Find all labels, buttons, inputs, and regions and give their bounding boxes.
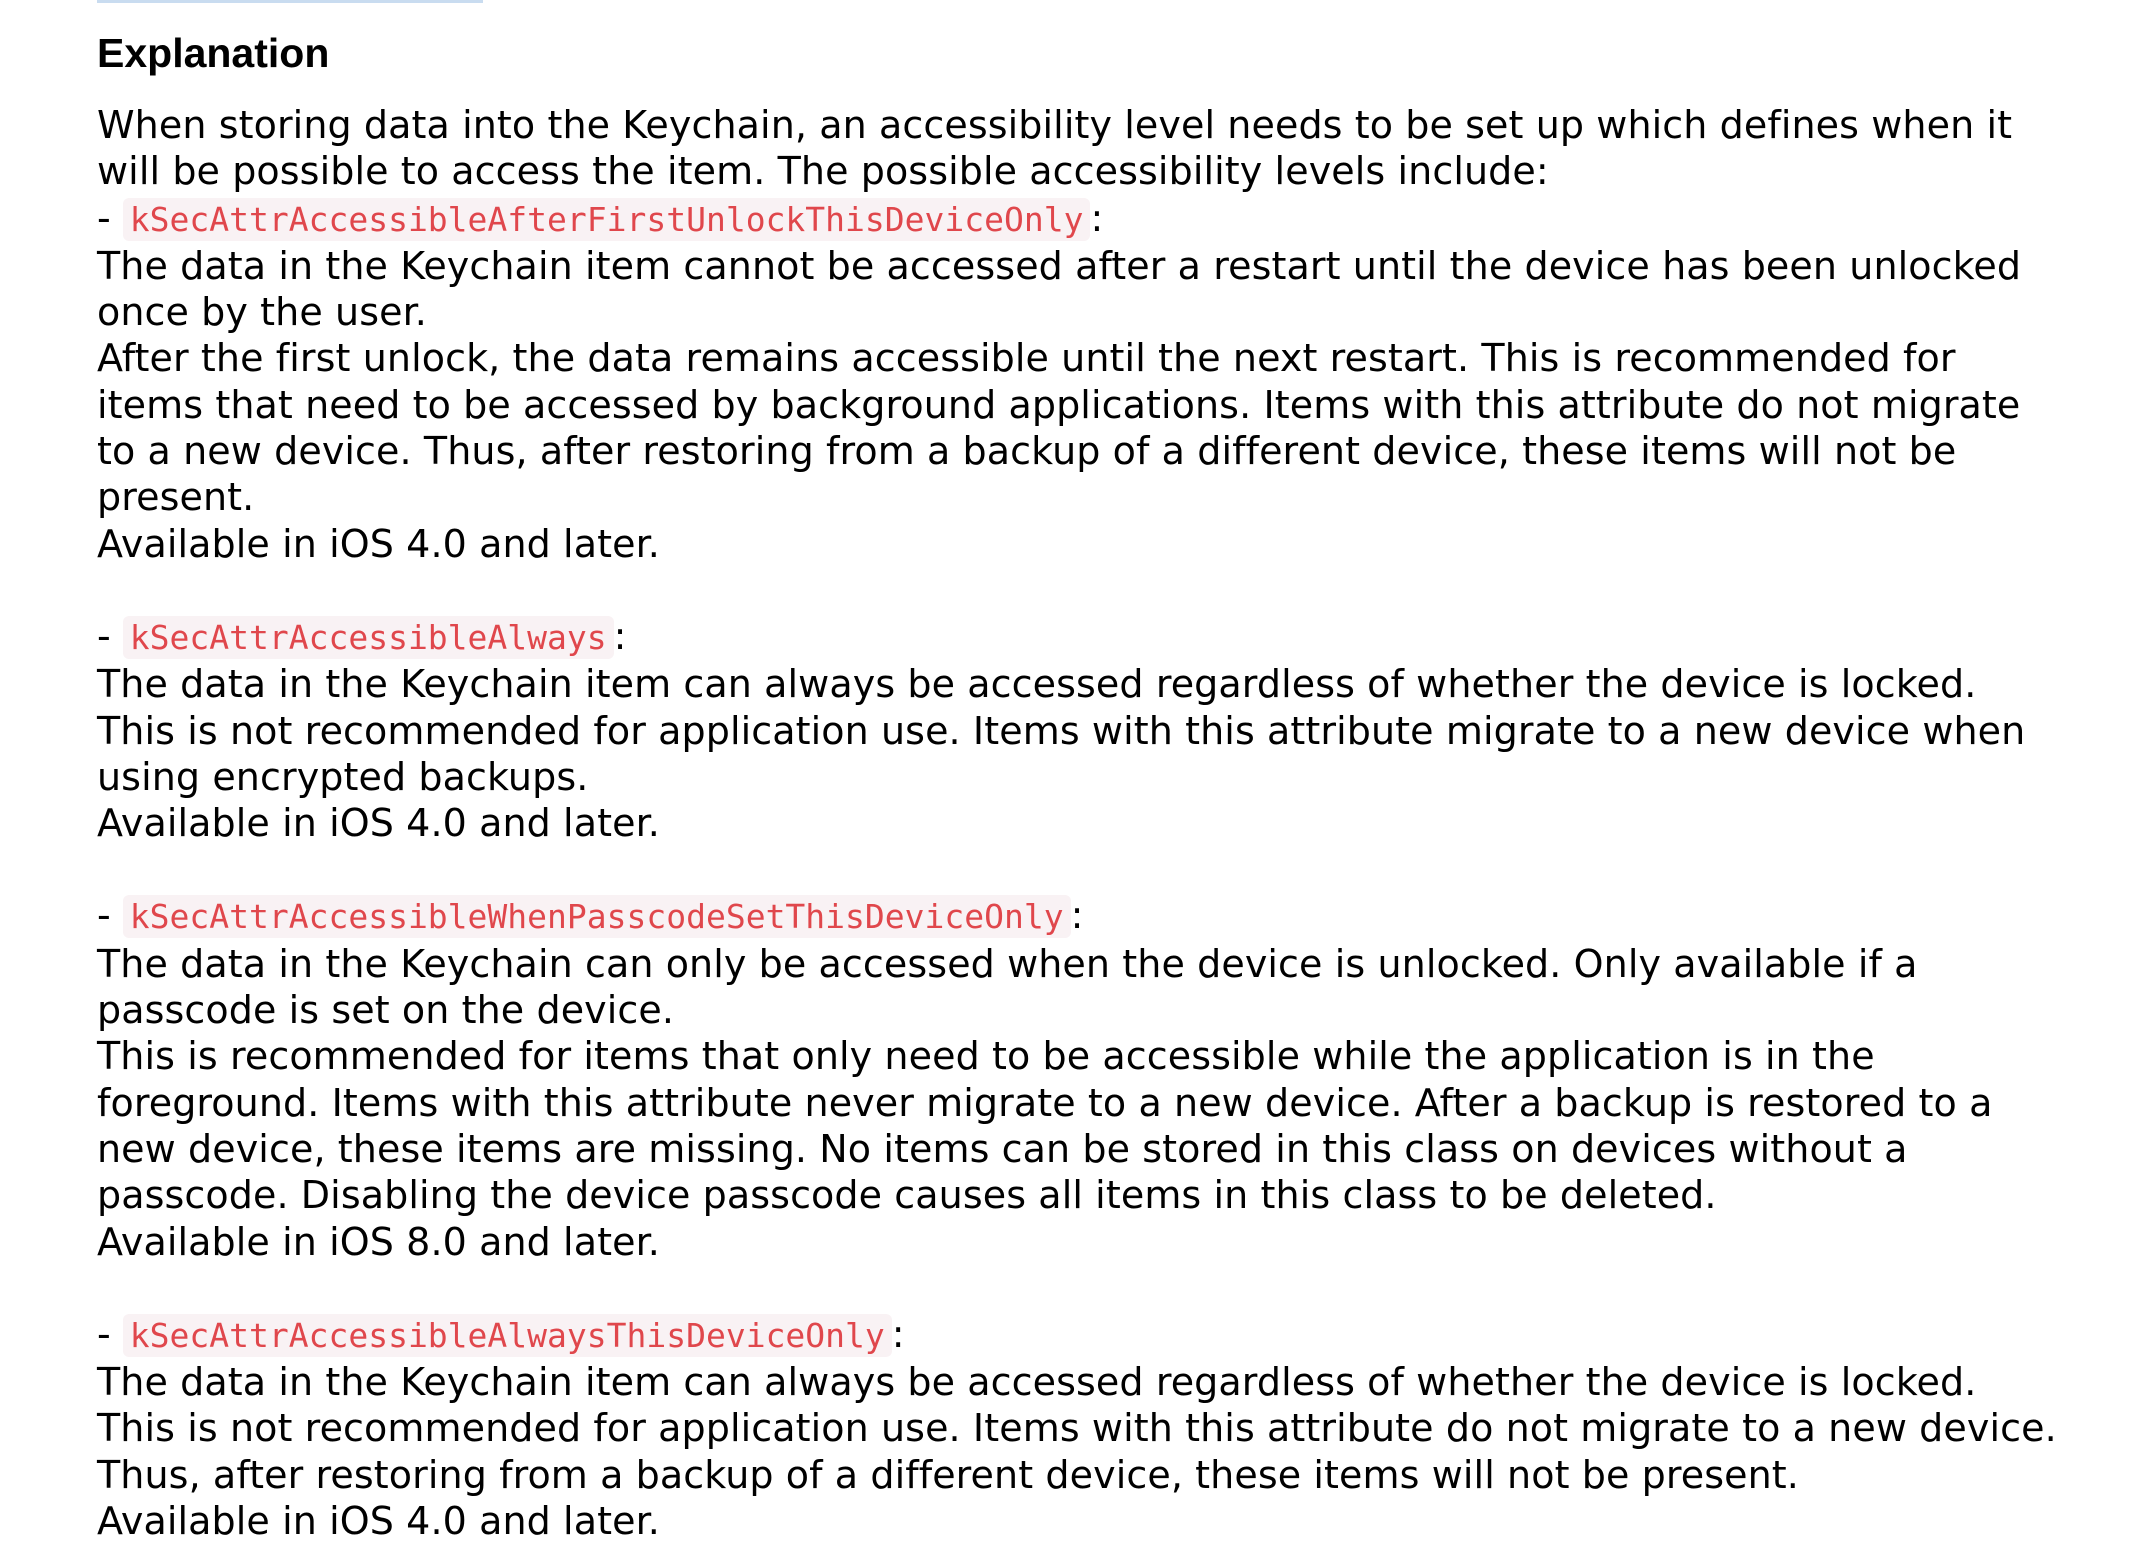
- top-divider: [97, 0, 483, 3]
- colon: :: [891, 1311, 905, 1356]
- explanation-section: [97, 28, 2057, 1544]
- accessibility-level-entry: [97, 1311, 2057, 1544]
- constant-code: kSecAttrAccessibleAfterFirstUnlockThisDeviceOnly: [123, 198, 1091, 241]
- list-dash: -: [97, 195, 123, 240]
- constant-code: kSecAttrAccessibleAlwaysThisDeviceOnly: [123, 1314, 892, 1357]
- list-dash: -: [97, 613, 123, 658]
- list-dash: -: [97, 893, 123, 938]
- entry-detail: This is not recommended for application use. Items with this attribute do not migrate to a new device. Thus, after restoring from a backup of a different device, these items will not be present.: [97, 1406, 2057, 1497]
- colon: :: [1070, 893, 1084, 938]
- entry-availability: Available in iOS 4.0 and later.: [97, 801, 660, 846]
- entry-availability: Available in iOS 4.0 and later.: [97, 521, 660, 566]
- constant-line: [97, 892, 2057, 940]
- constant-code: kSecAttrAccessibleAlways: [123, 616, 614, 659]
- entry-detail: This is recommended for items that only need to be accessible while the application is in the foreground. Items with this attribute never migrate to a new device. After a backup is restored to a new device, these items are missing. No items can be stored in this class on devices without a passcode. Disabling the device passcode causes all items in this class to be deleted.: [97, 1034, 1993, 1218]
- constant-code: kSecAttrAccessibleWhenPasscodeSetThisDeviceOnly: [123, 895, 1071, 938]
- entry-detail: This is not recommended for application use. Items with this attribute migrate to a new device when using encrypted backups.: [97, 708, 2026, 799]
- entry-detail: After the first unlock, the data remains accessible until the next restart. This is recommended for items that need to be accessed by background applications. Items with this attribute do not migrate to a new device. Thus, after restoring from a backup of a different device, these items will not be present.: [97, 336, 2021, 520]
- entry-availability: Available in iOS 8.0 and later.: [97, 1219, 660, 1264]
- intro-paragraph: When storing data into the Keychain, an accessibility level needs to be set up which defines when it will be possible to access the item. The possible accessibility levels include:: [97, 103, 2013, 194]
- list-dash: -: [97, 1311, 123, 1356]
- entry-description: The data in the Keychain item can always be accessed regardless of whether the device is locked.: [97, 1360, 1977, 1405]
- entry-availability: Available in iOS 4.0 and later.: [97, 1499, 660, 1544]
- accessibility-level-entry: [97, 195, 2057, 567]
- constant-line: [97, 195, 2057, 243]
- accessibility-level-entry: [97, 892, 2057, 1264]
- colon: :: [1090, 195, 1104, 240]
- section-heading: Explanation: [97, 30, 330, 76]
- colon: :: [613, 613, 627, 658]
- constant-line: [97, 1311, 2057, 1359]
- accessibility-level-entry: [97, 613, 2057, 846]
- constant-line: [97, 613, 2057, 661]
- entry-description: The data in the Keychain item cannot be accessed after a restart until the device has been unlocked once by the user.: [97, 243, 2022, 335]
- entry-description: The data in the Keychain can only be accessed when the device is unlocked. Only available if a passcode is set on the device.: [97, 941, 1918, 1033]
- entry-description: The data in the Keychain item can always be accessed regardless of whether the device is locked.: [97, 662, 1977, 707]
